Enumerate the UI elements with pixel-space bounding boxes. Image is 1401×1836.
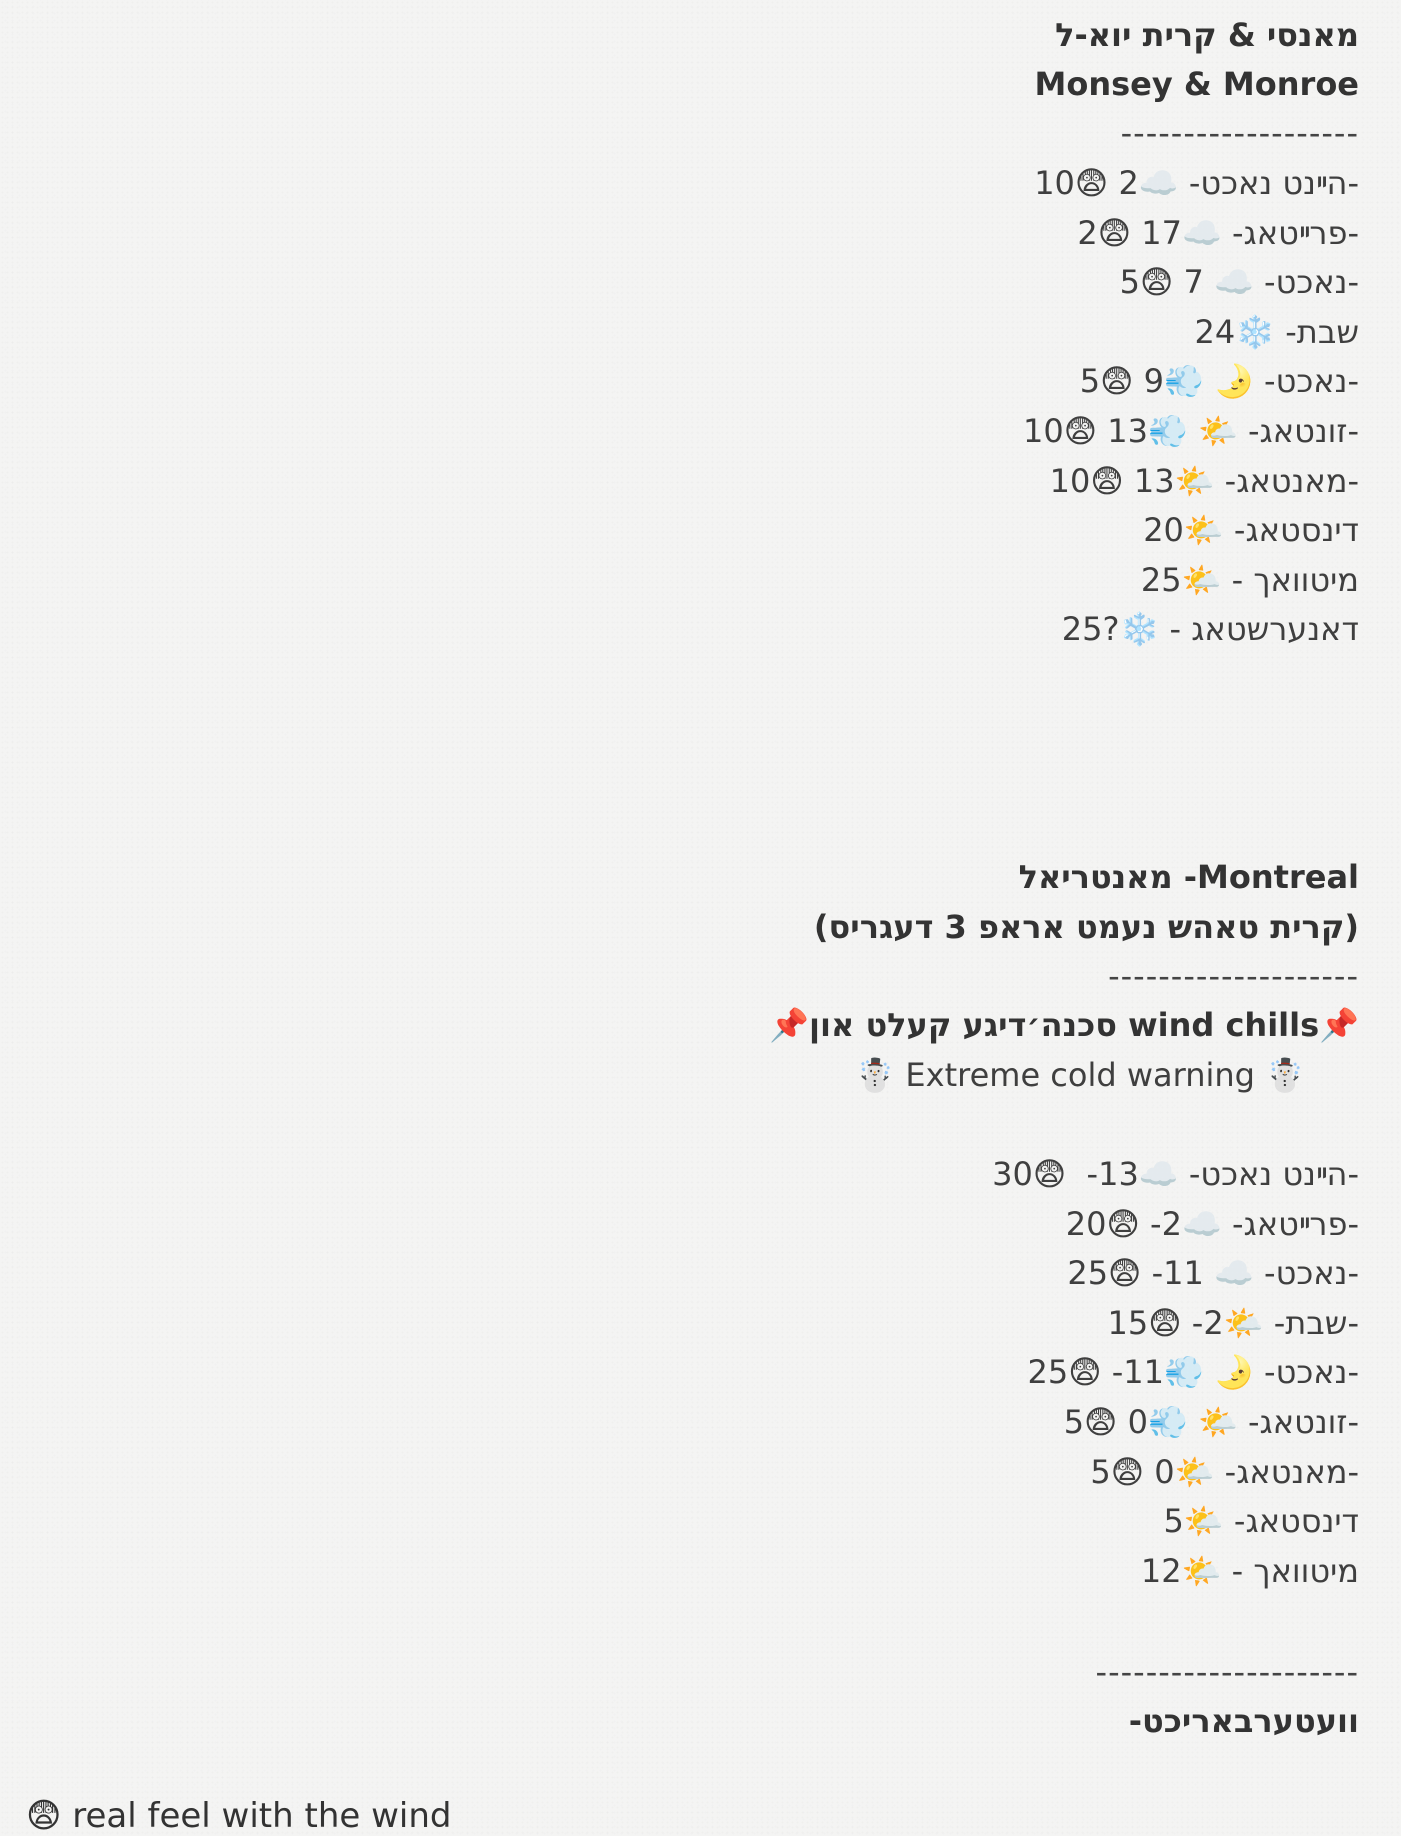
forecast-row: נאכט- 🌛 💨11- 😨25-	[1027, 1353, 1359, 1392]
forecast-signature: -וועטערבאריכט	[1128, 1702, 1359, 1740]
section1-title-hebrew: מאנסי & קרית יוא-ל	[1055, 16, 1359, 54]
section2-subtitle: (קרית טאהש נעמט אראפ 3 דעגריס)	[813, 908, 1359, 946]
section1-divider: -------------------	[1120, 114, 1359, 152]
forecast-row: נאכט- 🌛 💨9 😨5-	[1079, 362, 1359, 401]
forecast-row: מיטוואך - 🌤️25	[1140, 560, 1359, 599]
extreme-cold-warning: ☃️ Extreme cold warning ☃️	[855, 1056, 1305, 1094]
forecast-row: זונטאג- 🌤️ 💨0 😨5-	[1063, 1403, 1359, 1441]
forecast-row: נאכט- ☁️ 11- 😨25-	[1067, 1254, 1359, 1293]
wind-chill-warning: 📌סכנה׳דיגע קעלט און wind chills📌	[769, 1006, 1359, 1044]
forecast-row: הײנט נאכט- ☁️2 😨10-	[1034, 164, 1359, 202]
section2-title: מאנטריאל -Montreal	[1018, 858, 1359, 896]
forecast-row: מאנטאג- 🌤️0 😨5-	[1090, 1452, 1359, 1491]
section1-title-english: Monsey & Monroe	[1034, 65, 1359, 103]
section2-divider-bottom: ---------------------	[1095, 1653, 1359, 1691]
forecast-row: שבת- ❄️24	[1194, 312, 1359, 351]
forecast-row: הײנט נאכט- ☁️13- 😨30-	[992, 1155, 1359, 1193]
forecast-row: פרײטאג- ☁️2- 😨20-	[1065, 1204, 1359, 1243]
forecast-row: פרײטאג- ☁️17 😨2-	[1077, 213, 1359, 252]
forecast-row: מיטוואך - 🌤️12	[1140, 1551, 1359, 1590]
legend-note: 😨 real feel with the wind	[26, 1796, 452, 1836]
forecast-row: דאנערשטאג - ❄️?25	[1061, 610, 1359, 649]
forecast-row: דינסטאג- 🌤️20	[1143, 511, 1359, 550]
forecast-row: מאנטאג- 🌤️13 😨10-	[1049, 461, 1359, 500]
forecast-row: דינסטאג- 🌤️5	[1163, 1502, 1359, 1541]
forecast-row: שבת- 🌤️2- 😨15-	[1107, 1303, 1359, 1342]
forecast-row: נאכט- ☁️ 7 😨5-	[1119, 263, 1359, 302]
section2-divider: --------------------	[1108, 957, 1359, 995]
forecast-row: זונטאג- 🌤️ 💨13 😨10-	[1022, 412, 1359, 450]
